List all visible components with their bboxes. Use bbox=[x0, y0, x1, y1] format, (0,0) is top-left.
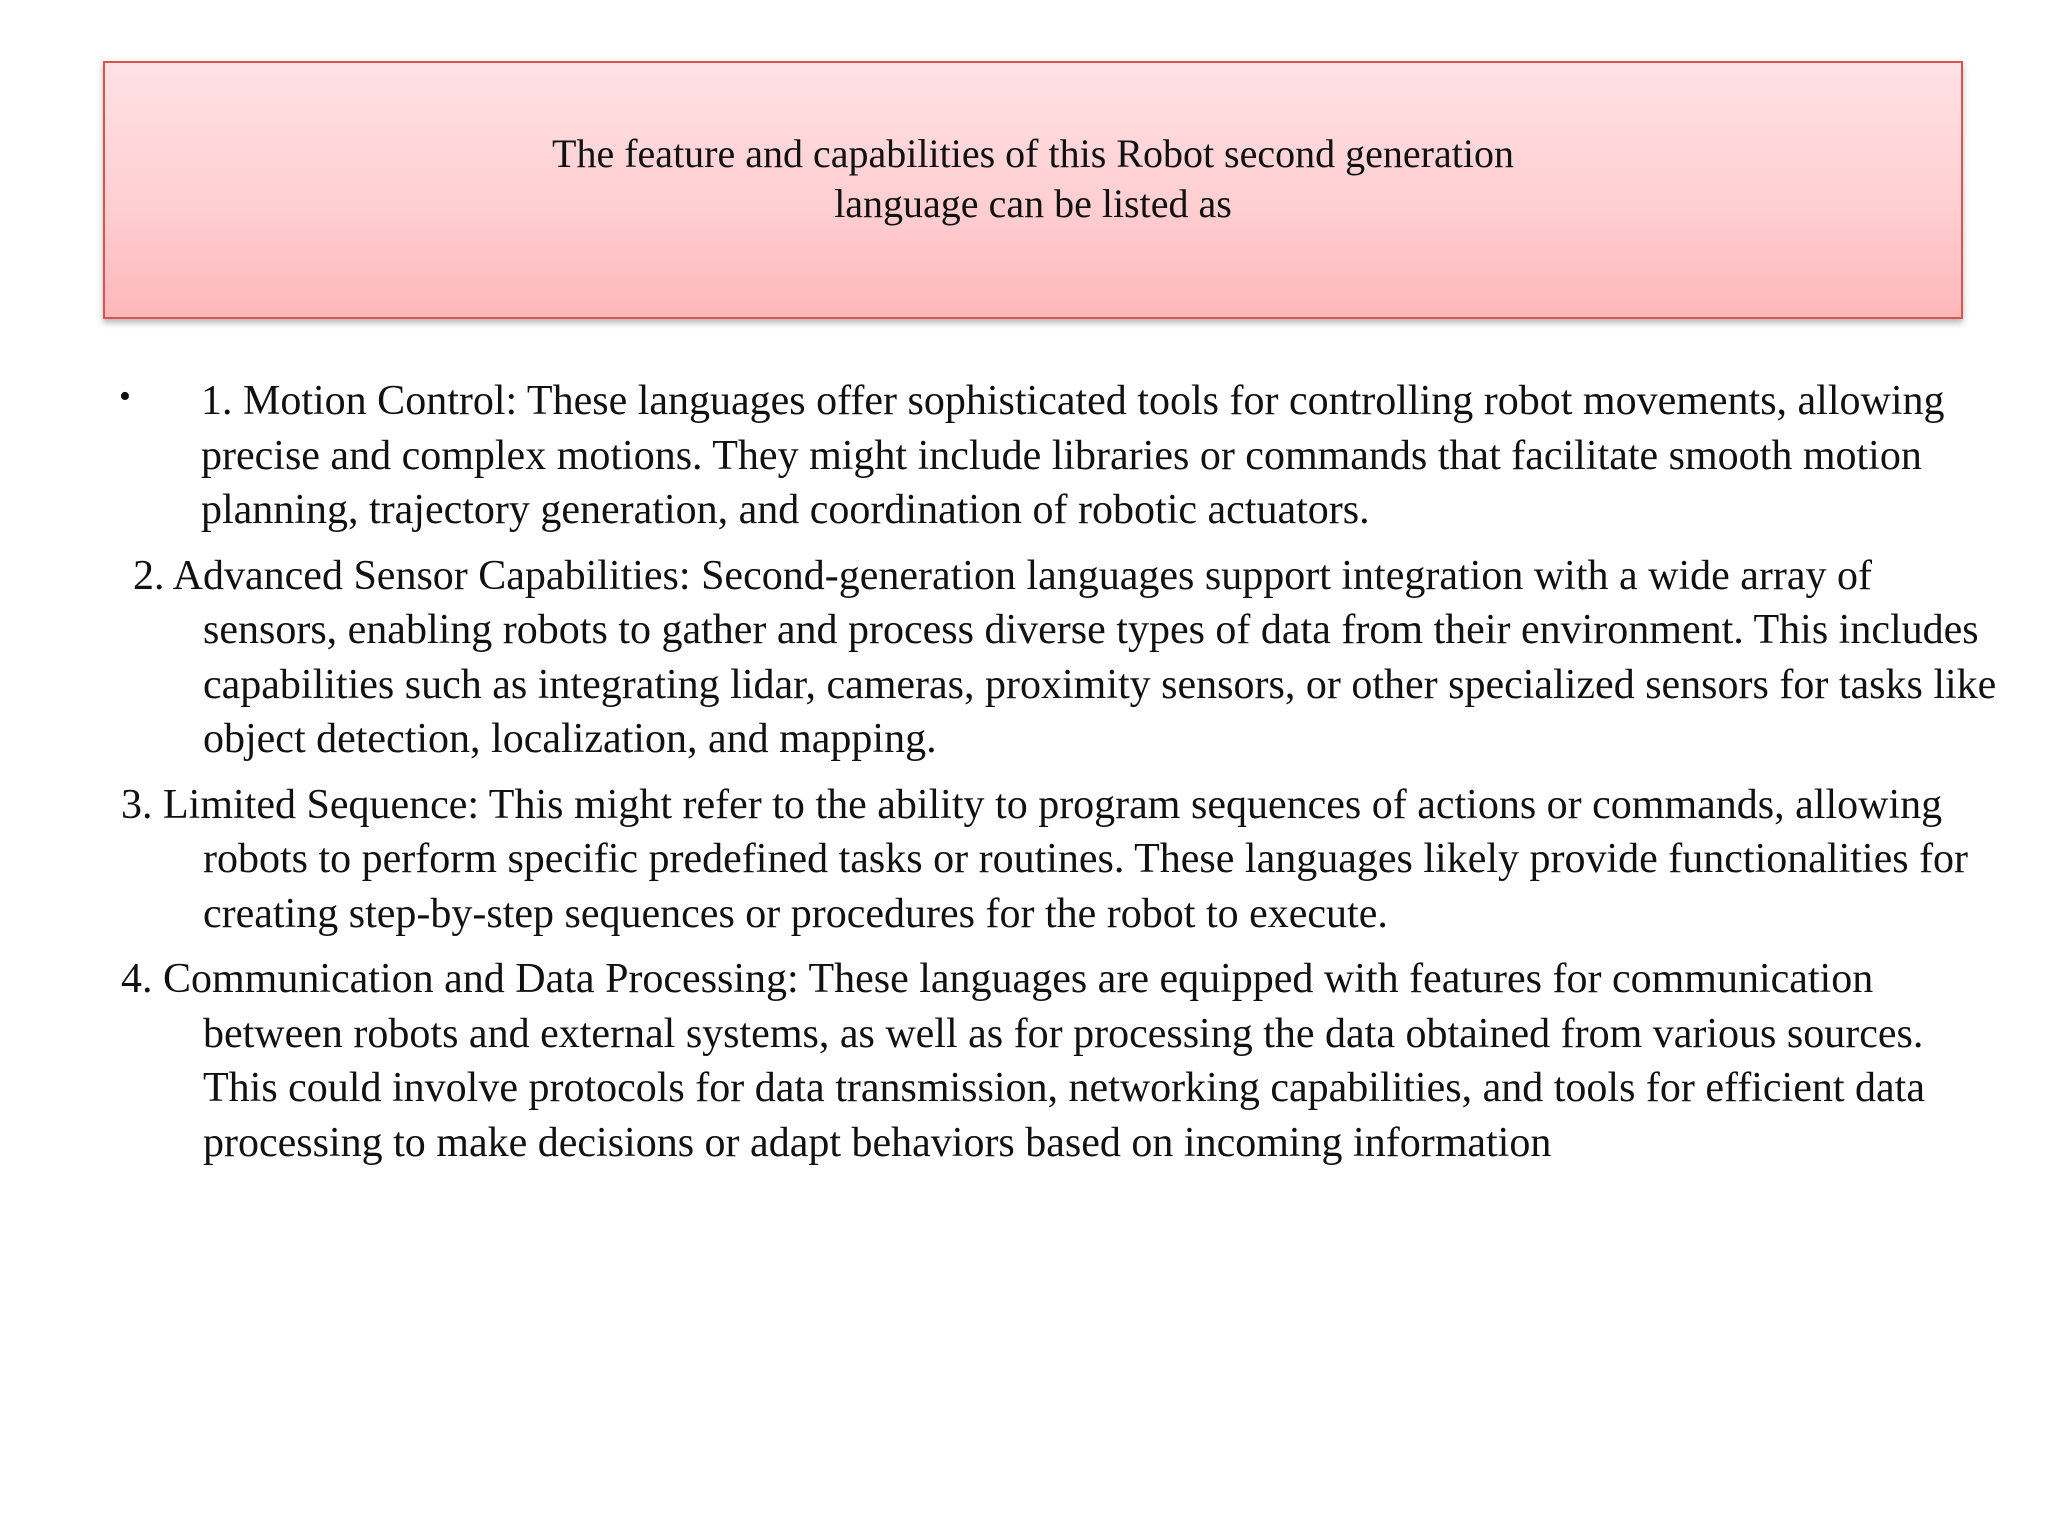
list-item-text: 2. Advanced Sensor Capabilities: Second-generation languages support integration with a wide array of sensors, enabling robots to gather and process diverse types of data from their environment. This includes capabilities such as integrating lidar, cameras, proximity sensors, or other specialized sensors for tasks like object detection, localization, and mapping. bbox=[133, 552, 1997, 762]
bullet-list bbox=[121, 374, 2001, 1170]
list-item bbox=[121, 778, 2001, 942]
list-item-text: 3. Limited Sequence: This might refer to the ability to program sequences of actions or commands, allowing robots to perform specific predefined tasks or routines. These languages likely provide functionalities for creating step-by-step sequences or procedures for the robot to execute. bbox=[121, 781, 1969, 937]
list-item bbox=[121, 549, 2001, 767]
list-item-text: 4. Communication and Data Processing: These languages are equipped with features for communication between robots and external systems, as well as for processing the data obtained from various sources. This could involve protocols for data transmission, networking capabilities, and tools for efficient data processing to make decisions or adapt behaviors based on incoming information bbox=[121, 956, 1925, 1166]
title-box bbox=[103, 61, 1963, 319]
slide-title: The feature and capabilities of this Robot second generation language can be listed as bbox=[552, 131, 1514, 226]
list-item bbox=[121, 374, 2001, 538]
list-item bbox=[121, 952, 2001, 1170]
bullet-icon: • bbox=[119, 378, 131, 415]
list-item-text: 1. Motion Control: These languages offer sophisticated tools for controlling robot movements, allowing precise and complex motions. They might include libraries or commands that facilitate smooth motion planning, trajectory generation, and coordination of robotic actuators. bbox=[201, 378, 1945, 533]
